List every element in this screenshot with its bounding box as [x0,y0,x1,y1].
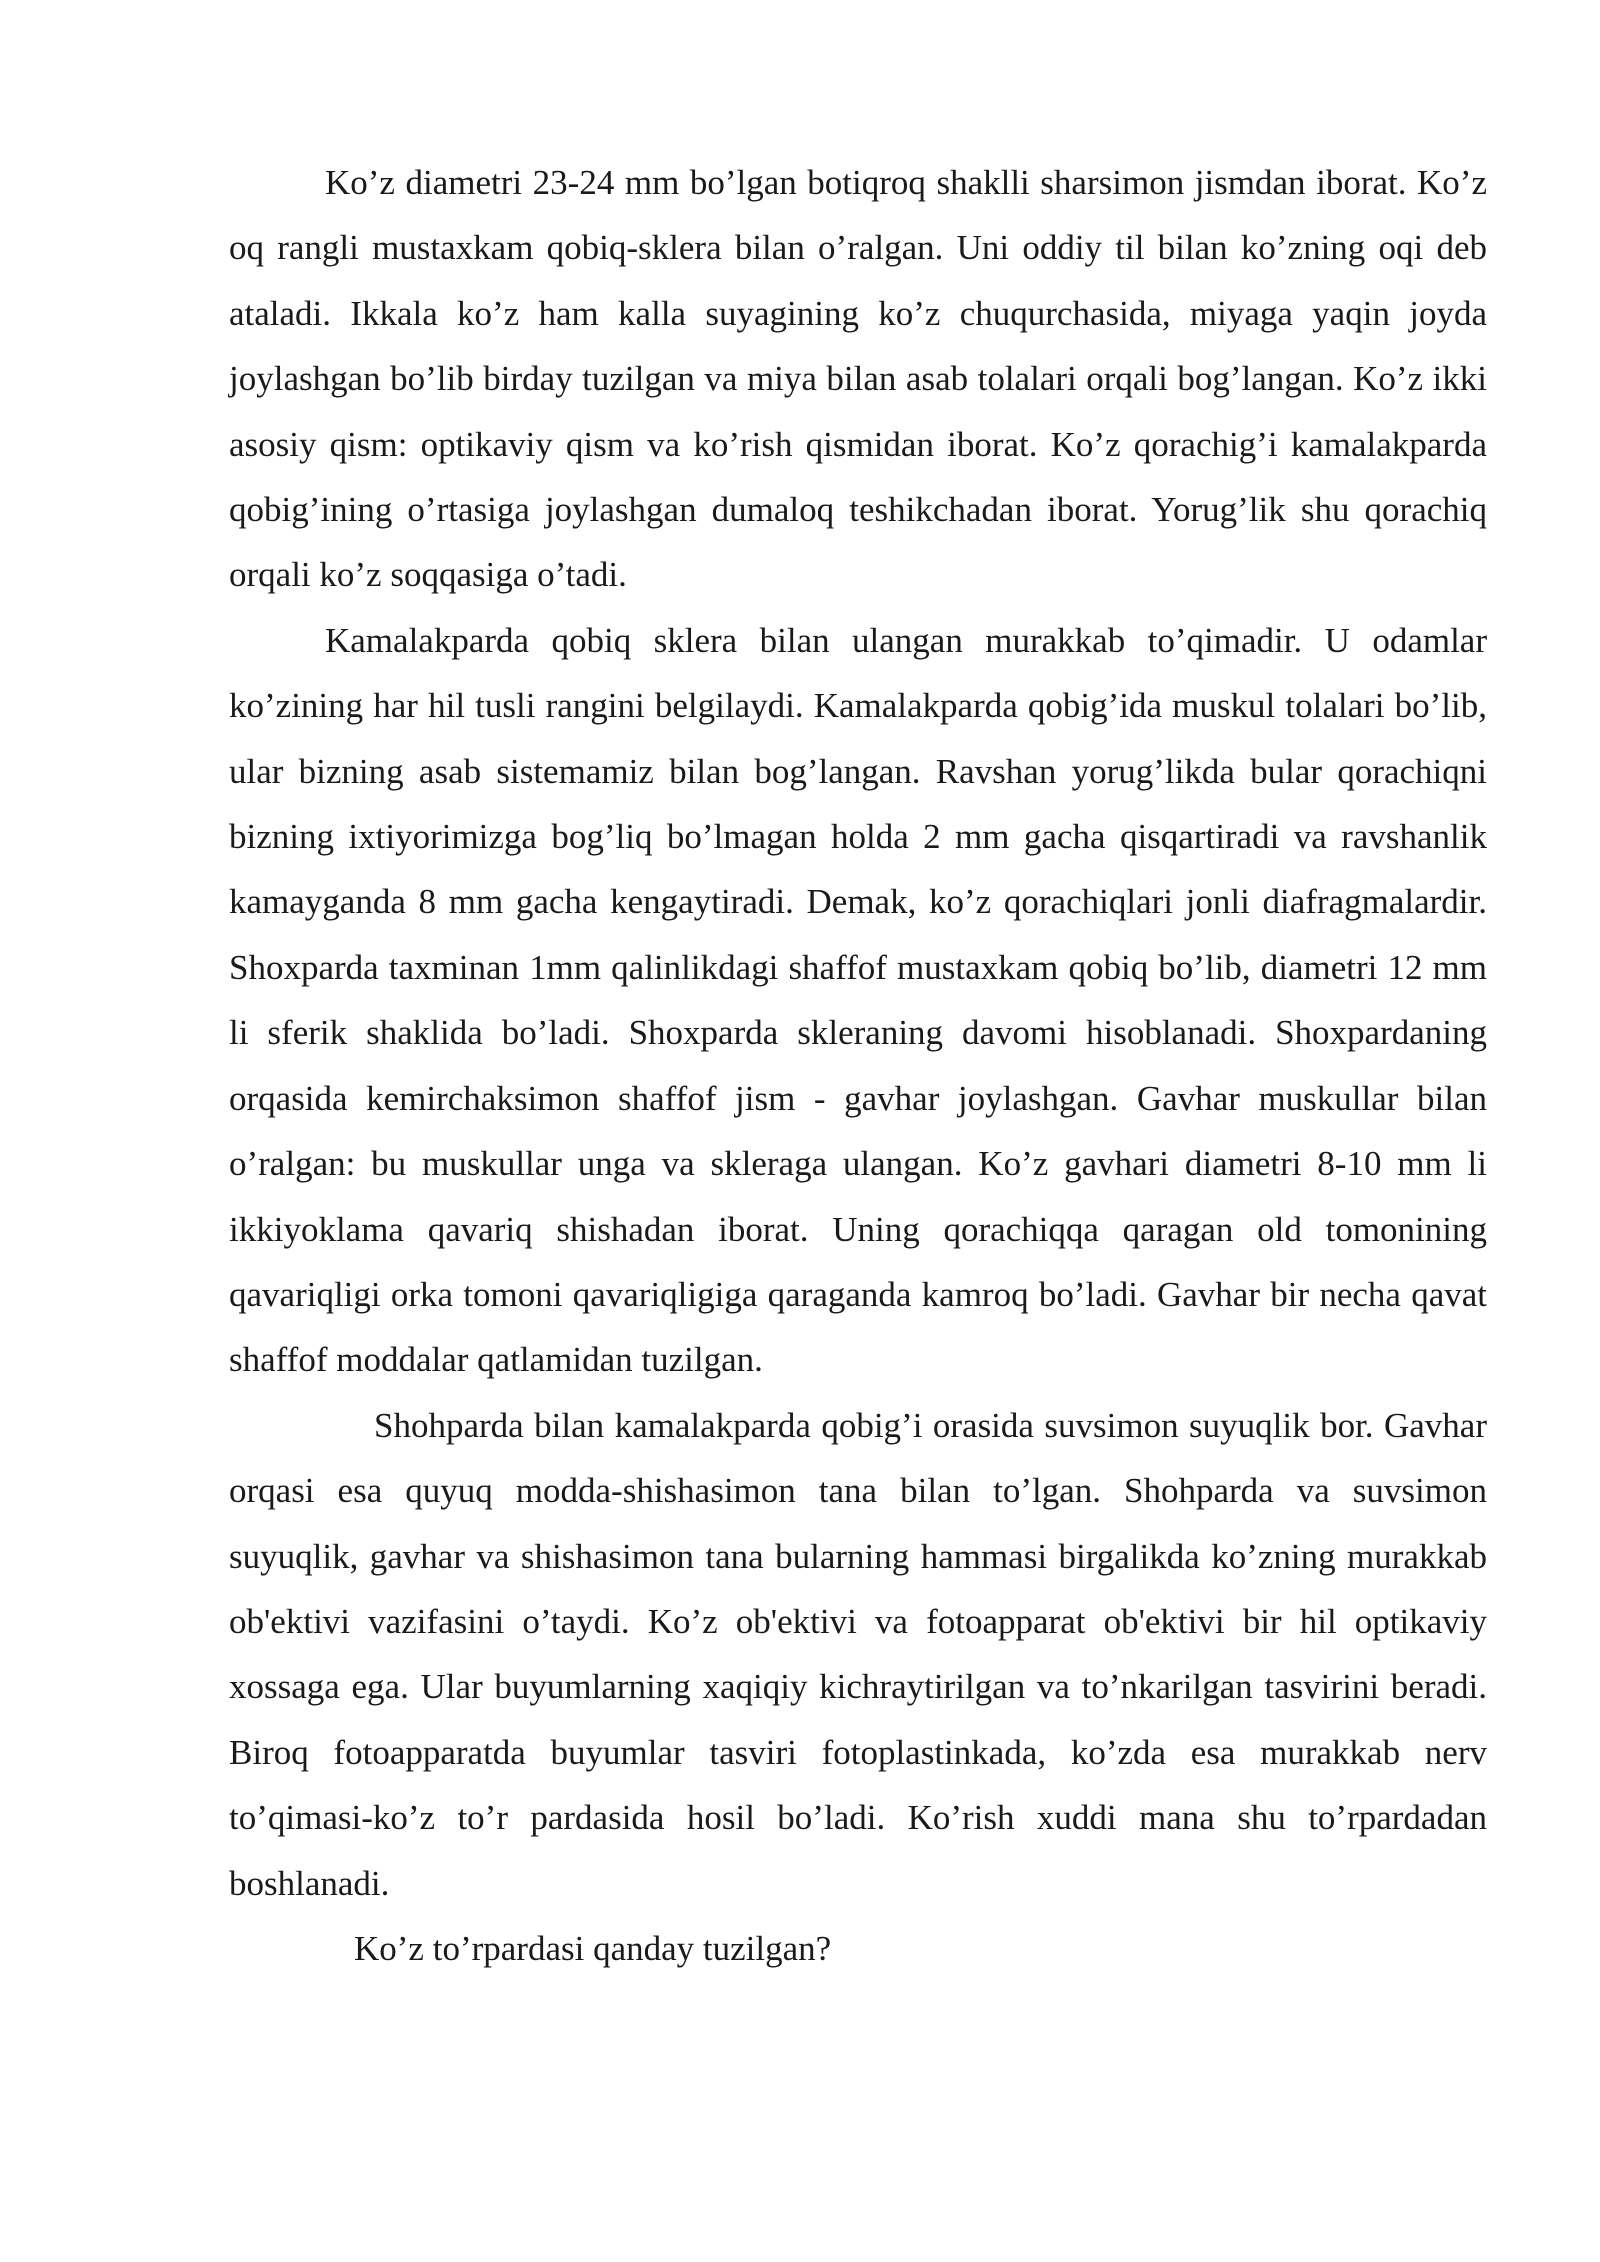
paragraph-eye-structure: Ko’z diametri 23-24 mm bo’lgan botiqroq shaklli sharsimon jismdan iborat. Ko’z oq rangli mustaxkam qobiq-sklera bilan o’ralgan. Uni oddiy til bilan ko’zning oqi deb ataladi. Ikkala ko’z ham kalla suyagining ko’z chuqurchasida, miyaga yaqin joyda joylashgan bo’lib birday tuzilgan va miya bilan asab tolalari orqali bog’langan. Ko’z ikki asosiy qism: optikaviy qism va ko’rish qismidan iborat. Ko’z qorachig’i kamalakparda qobig’ining o’rtasiga joylashgan dumaloq teshikchadan iborat. Yorug’lik shu qorachiq orqali ko’z soqqasiga o’tadi. [229,163,1487,595]
paragraph-retina-question: Ko’z to’rpardasi qanday tuzilgan? [354,1928,832,1968]
document-body [229,150,1487,1981]
paragraph-eye-lens-system: Shohparda bilan kamalakparda qobig’i orasida suvsimon suyuqlik bor. Gavhar orqasi esa quyuq modda-shishasimon tana bilan to’lgan. Shohparda va suvsimon suyuqlik, gavhar va shishasimon tana bularning hammasi birgalikda ko’zning murakkab ob'ektivi vazifasini o’taydi. Ko’z ob'ektivi va fotoapparat ob'ektivi bir hil optikaviy xossaga ega. Ular buyumlarning xaqiqiy kichraytirilgan va to’nkarilgan tasvirini beradi. Biroq fotoapparatda buyumlar tasviri fotoplastinkada, ko’zda esa murakkab nerv to’qimasi-ko’z to’r pardasida hosil bo’ladi. Ko’rish xuddi mana shu to’rpardadan boshlanadi. [229,1405,1487,1903]
paragraph-iris-and-cornea: Kamalakparda qobiq sklera bilan ulangan murakkab to’qimadir. U odamlar ko’zining har hil tusli rangini belgilaydi. Kamalakparda qobig’ida muskul tolalari bo’lib, ular bizning asab sistemamiz bilan bog’langan. Ravshan yorug’likda bular qorachiqni bizning ixtiyorimizga bog’liq bo’lmagan holda 2 mm gacha qisqartiradi va ravshanlik kamayganda 8 mm gacha kengaytiradi. Demak, ko’z qorachiqlari jonli diafragmalardir. Shoxparda taxminan 1mm qalinlikdagi shaffof mustaxkam qobiq bo’lib, diametri 12 mm li sferik shaklida bo’ladi. Shoxparda skleraning davomi hisoblanadi. Shoxpardaning orqasida kemirchaksimon shaffof jism - gavhar joylashgan. Gavhar muskullar bilan o’ralgan: bu muskullar unga va skleraga ulangan. Ko’z gavhari diametri 8-10 mm li ikkiyoklama qavariq shishadan iborat. Uning qorachiqqa qaragan old tomonining qavariqligi orka tomoni qavariqligiga qaraganda kamroq bo’ladi. Gavhar bir necha qavat shaffof moddalar qatlamidan tuzilgan. [229,620,1487,1380]
